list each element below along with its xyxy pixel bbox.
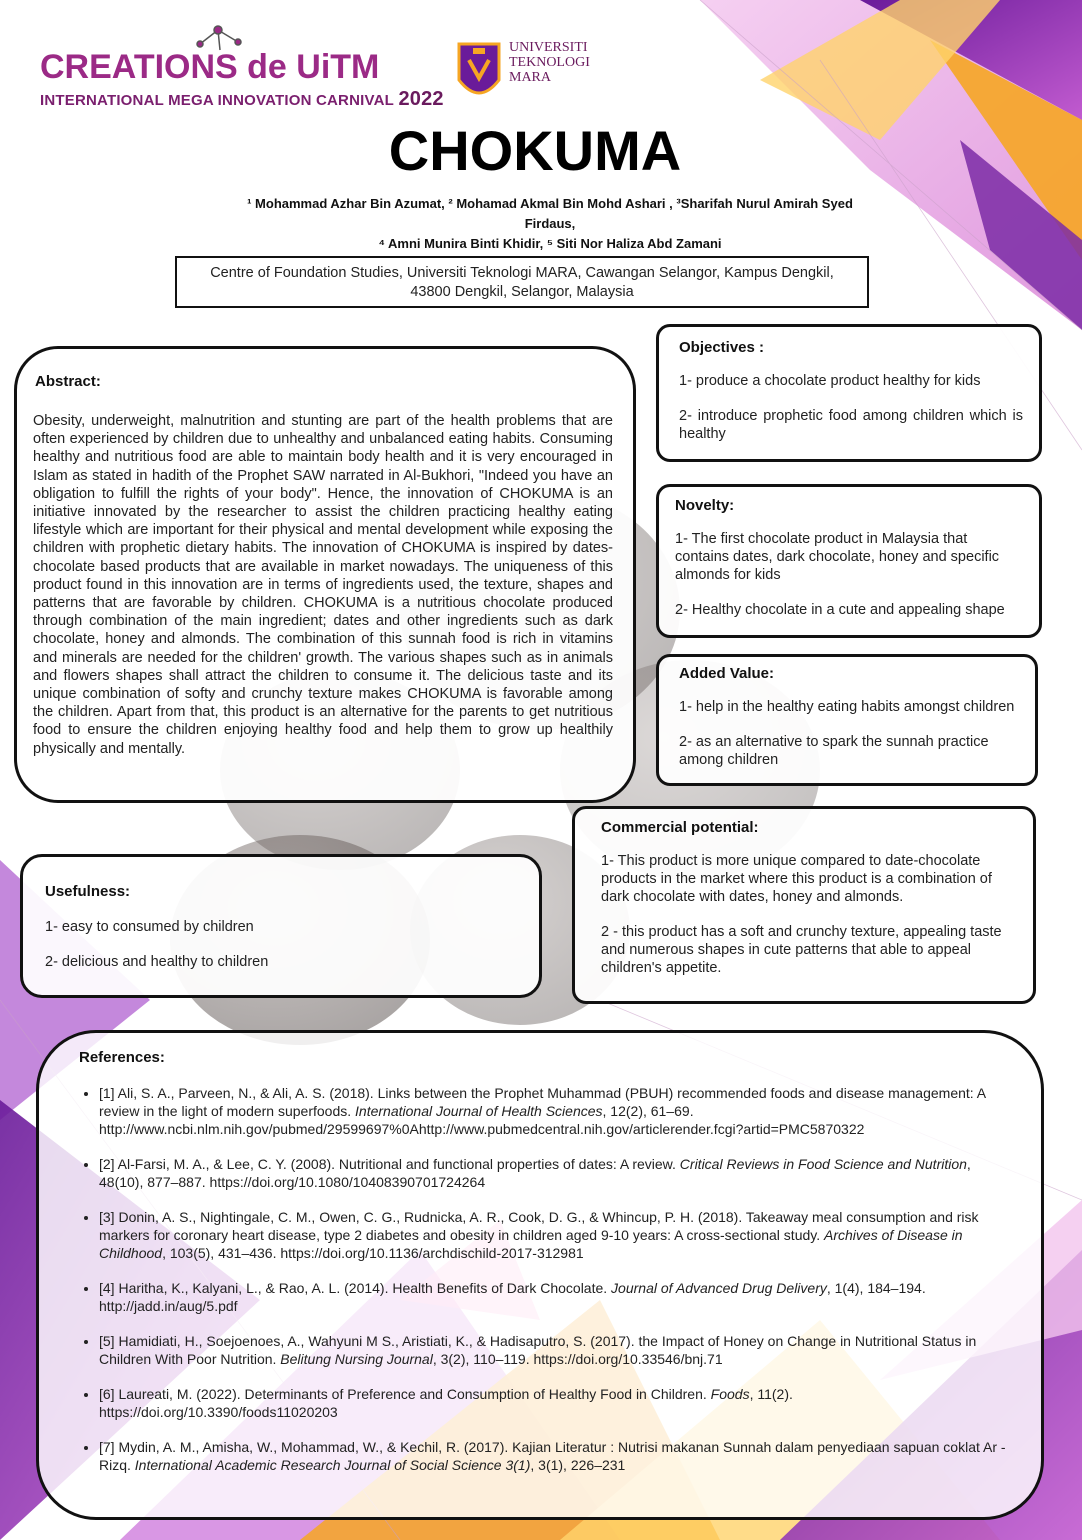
commercial-heading: Commercial potential: <box>601 819 759 836</box>
reference-item: • [6] Laureati, M. (2022). Determinants of Preference and Consumption of Healthy Food in Children. Foods, 11(2). https://doi.org/10.3390/foods11020203 <box>99 1385 1017 1421</box>
objectives-item: 1- produce a chocolate product healthy for kids <box>679 373 981 389</box>
reference-item: • [5] Hamidiati, H., Soejoenoes, A., Wahyuni M S., Aristiati, K., & Hadisaputro, S. (2017). the Impact of Honey on Change in Nutritional Status in Children With Poor Nutrition. Belitung Nursing Journal, 3(2), 110–119. https://doi.org/10.33546/bnj.71 <box>99 1332 1017 1368</box>
abstract-panel <box>14 346 636 803</box>
uitm-logo <box>455 40 605 110</box>
authors <box>200 194 900 254</box>
references-panel <box>36 1030 1044 1520</box>
event-logo-title: CREATIONS de UiTM <box>40 48 380 86</box>
added-value-panel <box>656 654 1038 786</box>
poster-title: CHOKUMA <box>388 119 682 182</box>
network-molecule-icon <box>190 22 250 52</box>
added-value-item: 2- as an alternative to spark the sunnah practice among children <box>679 734 989 768</box>
abstract-body: Obesity, underweight, malnutrition and stunting are part of the health problems that are often experienced by children due to unhealthy and unbalanced eating habits. Consuming healthy and nutritious food are able to maintain body health and it is very encouraged in Islam as stated in hadith of the Prophet SAW narrated in Al-Bukhori, "Indeed you have an obligation to fulfill the rights of your body". Hence, the innovation of CHOKUMA is an initiative innovated by the researcher to assist the children practicing healthy eating lifestyle which are important for their physical and mental development while exposing the children with prophetic dietary habits. The innovation of CHOKUMA is inspired by dates- chocolate based products that are available in market nowadays. The uniqueness of this product found in this innovation are in terms of ingredients used, the texture, shapes and patterns that are favorable by children. CHOKUMA is a nutritious chocolate produced through combination of the main ingredient; dates and other ingredients such as dark chocolate, honey and almonds. The combination of this sunnah food is rich in vitamins and minerals are needed for the children' growth. The various shapes such as in animals and flowers shapes shall attract the children to consume it. The delicious taste and its unique combination of softy and crunchy texture makes CHOKUMA is favorable among the children. Apart from that, this product is an alternative for the parents to get nutritious food to ensure the children enjoying healthy food and help them to grow up healthily physically and mentally. <box>33 413 613 757</box>
usefulness-panel <box>20 854 542 998</box>
event-logo <box>40 22 444 112</box>
reference-item: • [1] Ali, S. A., Parveen, N., & Ali, A. S. (2018). Links between the Prophet Muhammad (PBUH) recommended foods and disease management: A review in the light of modern superfoods. International Journal of Health Sciences, 12(2), 61–69. http://www.ncbi.nlm.nih.gov/pubmed/29599697%0Ahttp://www.pubmedcentral.nih.gov/articlerender.fcgi?artid=PMC5870322 <box>99 1084 1017 1138</box>
abstract-heading: Abstract: <box>35 373 101 390</box>
references-list <box>79 1084 1017 1474</box>
event-logo-subtitle: INTERNATIONAL MEGA INNOVATION CARNIVAL 2022 <box>40 88 444 110</box>
reference-item: • [7] Mydin, A. M., Amisha, W., Mohammad, W., & Kechil, R. (2017). Kajian Literatur : Nutrisi makanan Sunnah dalam penyediaan sapuan coklat Ar - Rizq. International Academic Research Journal of Social Science 3(1), 3(1), 226–231 <box>99 1438 1017 1474</box>
usefulness-item: 1- easy to consumed by children <box>45 919 254 935</box>
reference-item: • [3] Donin, A. S., Nightingale, C. M., Owen, C. G., Rudnicka, A. R., Cook, D. G., & Whincup, P. H. (2018). Takeaway meal consumption and risk markers for coronary heart disease, type 2 diabetes and obesity in children aged 9-10 years: A cross-sectional study. Archives of Disease in Childhood, 103(5), 431–436. https://doi.org/10.1136/archdischild-2017-312981 <box>99 1208 1017 1262</box>
added-value-item: 1- help in the healthy eating habits amongst children <box>679 699 1015 715</box>
usefulness-item: 2- delicious and healthy to children <box>45 954 269 970</box>
reference-item: • [4] Haritha, K., Kalyani, L., & Rao, A. L. (2014). Health Benefits of Dark Chocolate. Journal of Advanced Drug Delivery, 1(4), 184–194. http://jadd.in/aug/5.pdf <box>99 1279 1017 1315</box>
references-heading: References: <box>79 1049 165 1066</box>
university-name-line3: MARA <box>509 70 552 85</box>
objectives-heading: Objectives : <box>679 339 765 356</box>
commercial-item: 2 - this product has a soft and crunchy texture, appealing taste and numerous shapes in cute patterns that able to appeal children's appetite. <box>601 924 1002 976</box>
novelty-panel <box>656 484 1042 638</box>
novelty-item: 2- Healthy chocolate in a cute and appealing shape <box>675 602 1005 618</box>
objectives-panel <box>656 324 1042 462</box>
commercial-item: 1- This product is more unique compared to date-chocolate products in the market where this product is a combination of dark chocolate with dates, honey and almonds. <box>601 853 992 905</box>
novelty-item: 1- The first chocolate product in Malaysia that contains dates, dark chocolate, honey and specific almonds for kids <box>675 531 1000 583</box>
authors-line-3: ⁴ Amni Munira Binti Khidir, ⁵ Siti Nor Haliza Abd Zamani <box>378 236 722 251</box>
uitm-crest-icon <box>455 40 503 106</box>
affiliation-box: Centre of Foundation Studies, Universiti Teknologi MARA, Cawangan Selangor, Kampus Dengkil, 43800 Dengkil, Selangor, Malaysia <box>175 256 869 308</box>
authors-line-2: Firdaus, <box>524 216 576 231</box>
university-name-line2: TEKNOLOGI <box>509 55 590 70</box>
usefulness-heading: Usefulness: <box>45 883 131 900</box>
authors-line-1: ¹ Mohammad Azhar Bin Azumat, ² Mohamad Akmal Bin Mohd Ashari , ³Sharifah Nurul Amirah Syed <box>247 196 853 211</box>
objectives-item: 2- introduce prophetic food among children which is healthy <box>679 408 1023 442</box>
added-value-heading: Added Value: <box>679 665 775 682</box>
novelty-heading: Novelty: <box>675 497 735 514</box>
reference-item: • [2] Al-Farsi, M. A., & Lee, C. Y. (2008). Nutritional and functional properties of dates: A review. Critical Reviews in Food Science and Nutrition, 48(10), 877–887. https://doi.org/10.1080/10408390701724264 <box>99 1155 1017 1191</box>
commercial-potential-panel <box>572 806 1036 1004</box>
university-name-line1: UNIVERSITI <box>509 40 588 55</box>
